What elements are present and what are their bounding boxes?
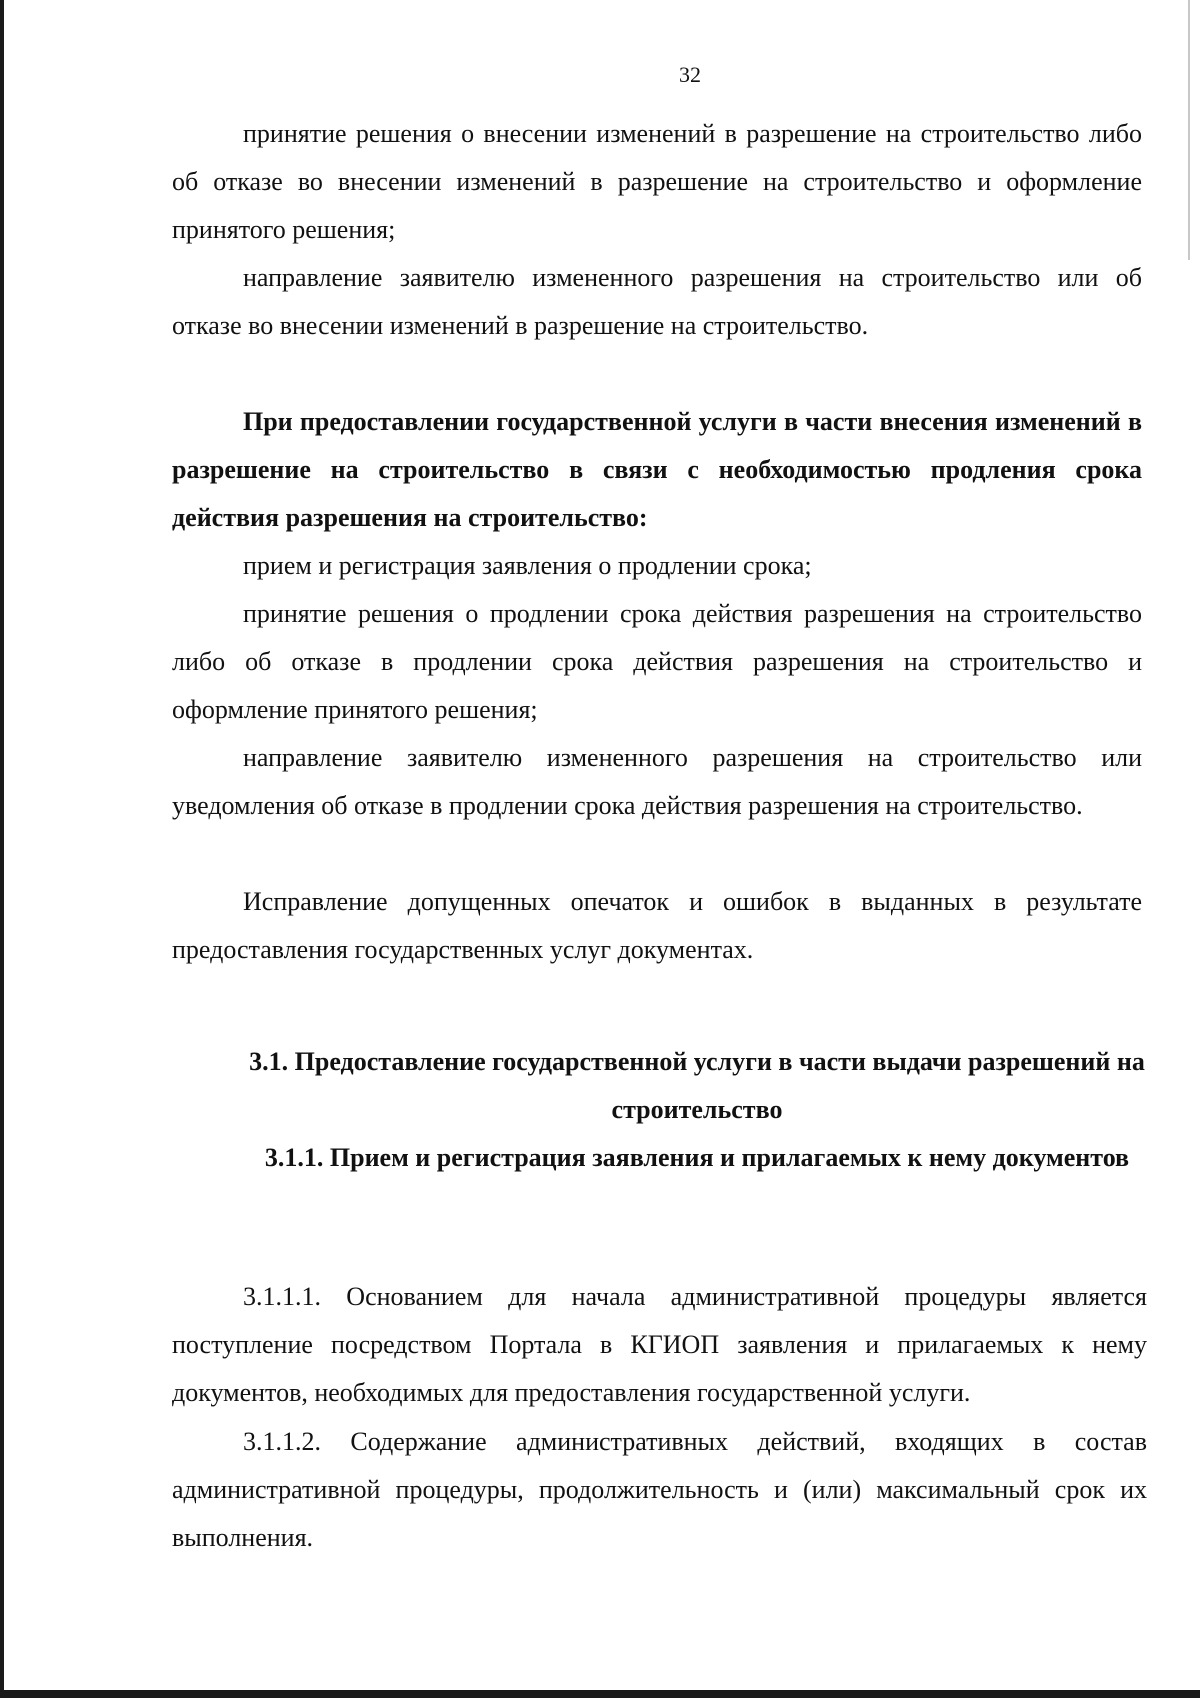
clause-3-1-1-2: 3.1.1.2. Содержание административных действий, входящих в состав административной процедуры, продолжительность и (или) максимальный срок их выполнения. — [172, 1427, 1147, 1552]
scan-border-right — [1188, 0, 1190, 260]
clause-3-1-1-1: 3.1.1.1. Основанием для начала административной процедуры является поступление посредством Портала в КГИОП заявления и прилагаемых к нему документов, необходимых для предоставления государственной услуги. — [172, 1282, 1147, 1407]
scan-border-left — [0, 0, 4, 1698]
scan-border-bottom — [0, 1690, 1200, 1698]
paragraph-extension-intro: При предоставлении государственной услуги в части внесения изменений в разрешение на строительство в связи с необходимостью продления срока действия разрешения на строительство: — [172, 407, 1142, 532]
section-heading: 3.1. Предоставление государственной услуги в части выдачи разрешений на строительство — [249, 1047, 1145, 1124]
paragraph-extension-decision: принятие решения о продлении срока действия разрешения на строительство либо об отказе в продлении срока действия разрешения на строительство и оформление принятого решения; — [172, 599, 1142, 724]
page-number: 32 — [679, 62, 701, 87]
paragraph-extension-notification: направление заявителю измененного разрешения на строительство или уведомления об отказе в продлении срока действия разрешения на строительство. — [172, 743, 1142, 820]
paragraph-decision-on-changes: принятие решения о внесении изменений в разрешение на строительство либо об отказе во внесении изменений в разрешение на строительство и оформление принятого решения; — [172, 119, 1142, 244]
paragraph-sending-changed-permit: направление заявителю измененного разрешения на строительство или об отказе во внесении изменений в разрешение на строительство. — [172, 263, 1142, 340]
subsection-heading: 3.1.1. Прием и регистрация заявления и прилагаемых к нему документов — [264, 1143, 1130, 1172]
paragraph-extension-registration: прием и регистрация заявления о продлении срока; — [243, 551, 812, 580]
paragraph-error-correction: Исправление допущенных опечаток и ошибок в выданных в результате предоставления государственных услуг документах. — [172, 887, 1142, 964]
